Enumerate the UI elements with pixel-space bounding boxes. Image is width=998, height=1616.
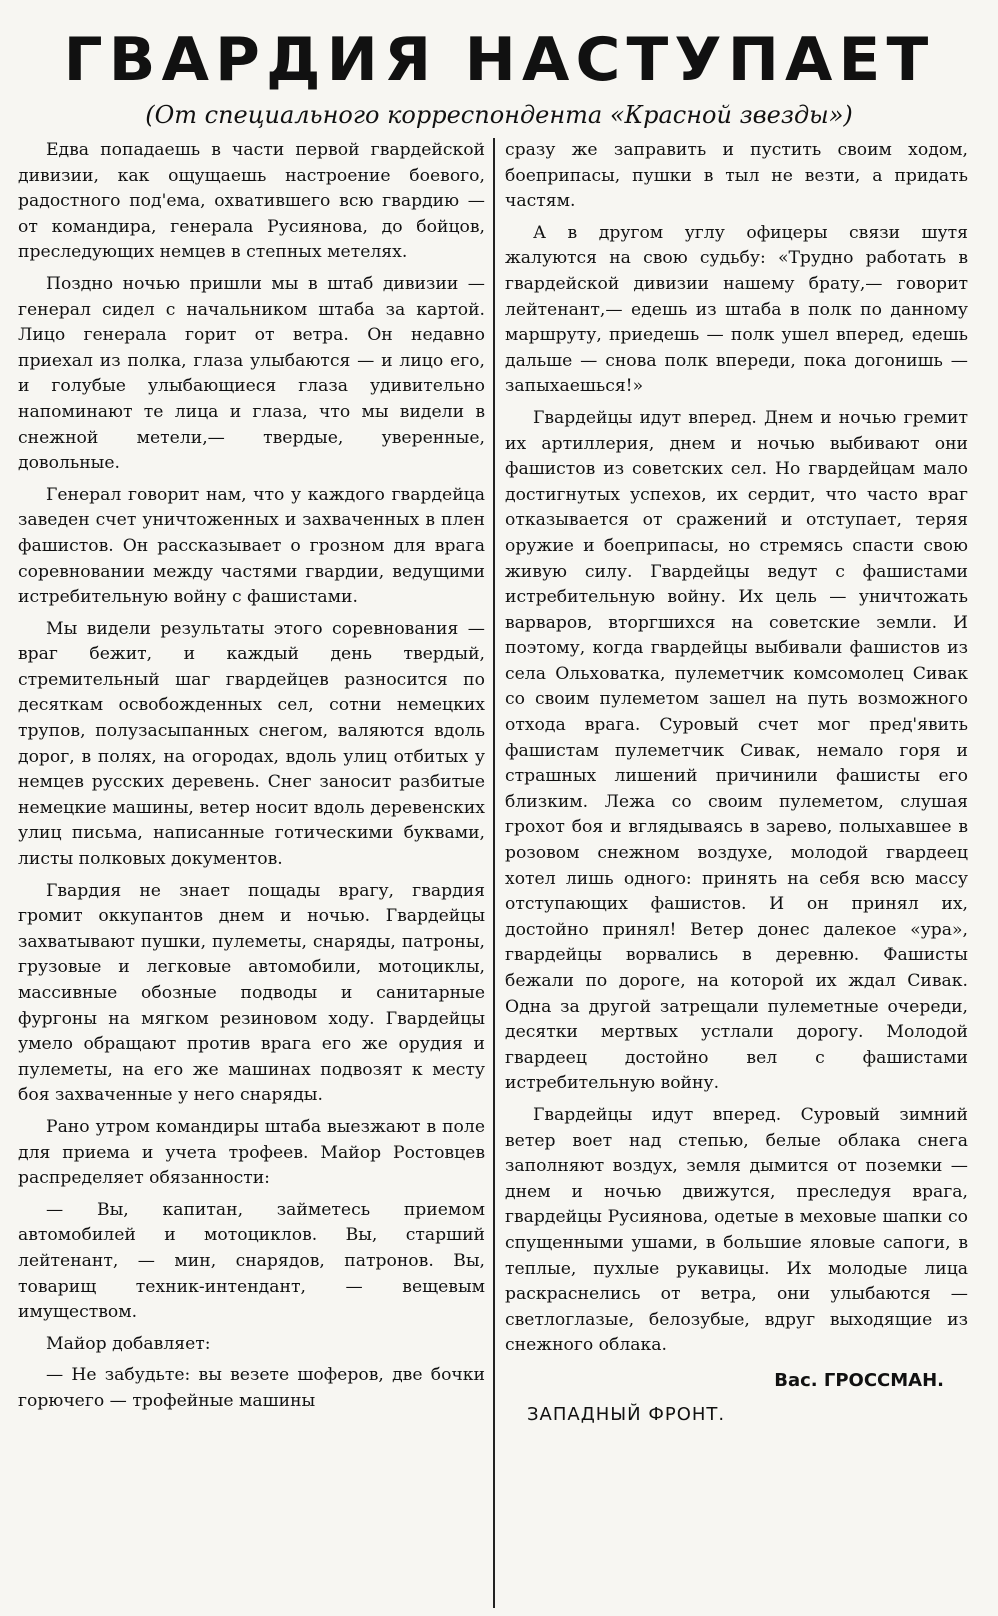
- paragraph: А в другом углу офицеры связи шутя жалуются на свою судьбу: «Трудно работать в гвардейской дивизии нашему брату,— говорит лейтенант,— едешь из штаба в полк по данному маршруту, приедешь — полк ушел вперед, едешь дальше — снова полк впереди, пока догонишь — запыхаешься!»: [505, 222, 968, 397]
- dateline-front: ЗАПАДНЫЙ ФРОНТ.: [527, 1403, 726, 1425]
- headline: ГВАРДИЯ НАСТУПАЕТ: [63, 25, 935, 95]
- paragraph: — Вы, капитан, займетесь приемом автомобилей и мотоциклов. Вы, старший лейтенант, — мин, снарядов, патронов. Вы, товарищ техник-интендант, — вещевым имуществом.: [18, 1199, 485, 1323]
- paragraph: Майор добавляет:: [46, 1333, 211, 1354]
- paragraph: сразу же заправить и пустить своим ходом, боеприпасы, пушки в тыл не везти, а придать частям.: [505, 140, 968, 212]
- paragraph: Гвардейцы идут вперед. Днем и ночью гремит их артиллерия, днем и ночью выбивают они фашистов из советских сел. Но гвардейцам мало достигнутых успехов, их сердит, что часто враг отказывается от сражений и отступает, теряя оружие и боеприпасы, но стремясь спасти свою живую силу. Гвардейцы ведут с фашистами истребительную войну. Их цель — уничтожать варваров, вторгшихся на советские земли. И поэтому, когда гвардейцы выбивали фашистов из села Ольховатка, пулеметчик комсомолец Сивак со своим пулеметом зашел на путь возможного отхода врага. Суровый счет мог пред'явить фашистам пулеметчик Сивак, немало горя и страшных лишений причинили фашисты его близким. Лежа со своим пулеметом, слушая грохот боя и вглядываясь в зарево, полыхавшее в розовом снежном воздухе, молодой гвардеец хотел лишь одного: принять на себя всю массу отступающих фашистов. И он принял их, достойно принял! Ветер донес далекое «ура», гвардейцы ворвались в деревню. Фашисты бежали по дороге, на которой их ждал Сивак. Одна за другой затрещали пулеметные очереди, десятки мертвых устлали дорогу. Молодой гвардеец достойно вел с фашистами истребительную войну.: [505, 407, 968, 1094]
- paragraph: Гвардейцы идут вперед. Суровый зимний ветер воет над степью, белые облака снега заполняют воздух, земля дымится от поземки — днем и ночью движутся, преследуя врага, гвардейцы Русиянова, одетые в меховые шапки со спущенными ушами, в большие яловые сапоги, в теплые, пухлые рукавицы. Их молодые лица раскраснелись от ветра, они улыбаются — светлоглазые, белозубые, вдруг выходящие из снежного облака.: [505, 1104, 968, 1356]
- paragraph: Гвардия не знает пощады врагу, гвардия громит оккупантов днем и ночью. Гвардейцы захватывают пушки, пулеметы, снаряды, патроны, грузовые и легковые автомобили, мотоциклы, массивные обозные подводы и санитарные фургоны на мягком резиновом ходу. Гвардейцы умело обращают против врага его же орудия и пулеметы, на его же машинах подвозят к месту боя захваченные у него снаряды.: [18, 880, 485, 1106]
- left-column: [18, 138, 493, 1608]
- right-column: [493, 138, 968, 1608]
- paragraph: Мы видели результаты этого соревнования — враг бежит, и каждый день твердый, стремительный шаг гвардейцев разносится по десяткам освобожденных сел, сотни немецких трупов, полузасыпанных снегом, валяются вдоль дорог, в полях, на огородах, вдоль улиц отбитых у немцев русских деревень. Снег заносит разбитые немецкие машины, ветер носит вдоль деревенских улиц письма, написанные готическими буквами, листы полковых документов.: [18, 618, 485, 870]
- paragraph: Рано утром командиры штаба выезжают в поле для приема и учета трофеев. Майор Ростовцев распределяет обязанности:: [18, 1116, 485, 1189]
- paragraph: Едва попадаешь в части первой гвардейской дивизии, как ощущаешь настроение боевого, радостного под'ема, охватившего всю гвардию — от командира, генерала Русиянова, до бойцов, преследующих немцев в степных метелях.: [18, 140, 485, 263]
- article-body: [18, 138, 980, 1608]
- paragraph: Генерал говорит нам, что у каждого гвардейца заведен счет уничтоженных и захваченных в плен фашистов. Он рассказывает о грозном для врага соревновании между частями гвардии, ведущими истребительную войну с фашистами.: [18, 484, 485, 608]
- subtitle: (От специального корреспондента «Красной звезды»): [145, 101, 853, 129]
- paragraph: Поздно ночью пришли мы в штаб дивизии — генерал сидел с начальником штаба за картой. Лицо генерала горит от ветра. Он недавно приехал из полка, глаза улыбаются — и лицо его, и голубые улыбающиеся глаза удивительно напоминают те лица и глаза, что мы видели в снежной метели,— твердые, уверенные, довольные.: [18, 273, 485, 474]
- paragraph: — Не забудьте: вы везете шоферов, две бочки горючего — трофейные машины: [18, 1365, 485, 1411]
- author-signature: Вас. ГРОССМАН.: [774, 1369, 944, 1391]
